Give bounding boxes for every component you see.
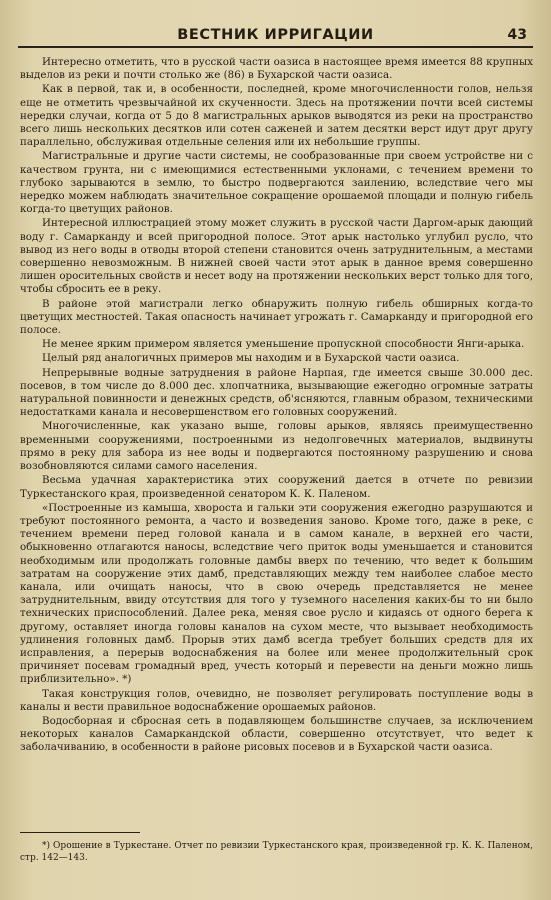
paragraph: Интересно отметить, что в русской части оазиса в настоящее время имеется 88 крупных выделов из реки и почти столько же (86) в Бухарской части оазиса.: [20, 56, 533, 82]
paragraph: Целый ряд аналогичных примеров мы находим и в Бухарской части оазиса.: [42, 352, 460, 365]
article-body: [20, 56, 533, 756]
paragraph: Не менее ярким примером является уменьшение пропускной способности Янги-арыка.: [42, 338, 525, 351]
paragraph: Магистральные и другие части системы, не сообразованные при своем устройстве ни с качеством грунта, ни с имеющимися естественными уклонами, с течением времени то глубоко зарываются в землю, то быстро подвергаются заилению, вследствие чего мы нередко можем наблюдать значительное сокращение орошаемой площади и полную гибель когда-то цветущих районов.: [20, 150, 533, 216]
journal-title: ВЕСТНИК ИРРИГАЦИИ: [177, 27, 374, 43]
footnote-text: *) Орошение в Туркестане. Отчет по ревизии Туркестанского края, произведенной гр. К. К. Паленом, стр. 142—143.: [20, 841, 533, 863]
paragraph: В районе этой магистрали легко обнаружить полную гибель обширных когда-то цветущих местностей. Такая опасность начинает угрожать г. Самарканду и пригородной его полосе.: [20, 297, 533, 337]
running-header: [18, 24, 533, 48]
paragraph: Как в первой, так и, в особенности, последней, кроме многочисленности голов, нельзя еще не отметить чрезвычайной их скученности. Здесь на протяжении почти всей системы нередки случаи, когда от 5 до 8 магистральных арыков выводятся из реки на пространство всего лишь нескольких десятков или сотен саженей и затем десятки верст идут друг другу параллельно, обслуживая отдельные селения или их небольшие группы.: [20, 83, 533, 149]
paragraph: Многочисленные, как указано выше, головы арыков, являясь преимущественно временными сооружениями, построенными из недолговечных материалов, выдвинуты прямо в реку для забора из нее воды и подвергаются постоянному разрушению и снова возобновляются силами самого населения.: [20, 420, 533, 473]
paragraph: Водосборная и сбросная сеть в подавляющем большинстве случаев, за исключением некоторых каналов Самаркандской области, совершенно отсутствует, что ведет к заболачиванию, в особенности в районе рисовых посевов и в Бухарской части оазиса.: [20, 714, 533, 754]
paragraph: Непрерывные водные затруднения в районе Нарпая, где имеется свыше 30.000 дес. посевов, в том числе до 8.000 дес. хлопчатника, вызывающие ежегодно огромные затраты натуральной повинности и денежных средств, об'ясняются, главным образом, техническими недостатками канала и несовершенством его головных сооружений.: [20, 366, 533, 419]
footnote-divider: [20, 832, 140, 833]
footnote: [20, 840, 533, 864]
paragraph: Интересной иллюстрацией этому может служить в русской части Даргом-арык дающий воду г. Самарканду и всей пригородной полосе. Этот арык настолько углубил русло, что вывод из него воды в отводы второй степени становится очень затруднительным, а местами совершенно невозможным. В нижней своей части этот арык в данное время совершенно лишен оросительных свойств и несет воду на протяжении нескольких верст только для того, чтобы сбросить ее в реку.: [20, 217, 533, 296]
page-number: 43: [507, 27, 527, 43]
paragraph: Такая конструкция голов, очевидно, не позволяет регулировать поступление воды в каналы и вести правильное водоснабжение орошаемых районов.: [20, 687, 533, 713]
paragraph: Весьма удачная характеристика этих сооружений дается в отчете по ревизии Туркестанского края, произведенной сенатором К. К. Паленом.: [20, 474, 533, 500]
quotation-paragraph: «Построенные из камыша, хвороста и гальки эти сооружения ежегодно разрушаются и требуют постоянного ремонта, а часто и возведения заново. Кроме того, даже в реке, с течением времени перед головой канала и в самом канале, в верхней его части, обыкновенно отлагаются наносы, вследствие чего приток воды уменьшается и становится необходимым или продолжать головные дамбы вверх по течению, что ведет к большим затратам на сооружение этих дамб, представляющих между тем наиболее слабое место канала, или очищать наносы, что в свою очередь представляется не менее затруднительным, ввиду отсутствия для того у туземного населения каких-бы то ни было технических приспособлений. Далее река, меняя свое русло и кидаясь от одного берега к другому, оставляет иногда головы каналов на сухом месте, что вызывает необходимость удлинения головных дамб. Прорыв этих дамб всегда требует больших средств для их исправления, а перерыв водоснабжения на более или менее продолжительный срок причиняет посевам громадный вред, учесть который и перевести на деньги можно лишь приблизительно». *): [20, 501, 533, 686]
